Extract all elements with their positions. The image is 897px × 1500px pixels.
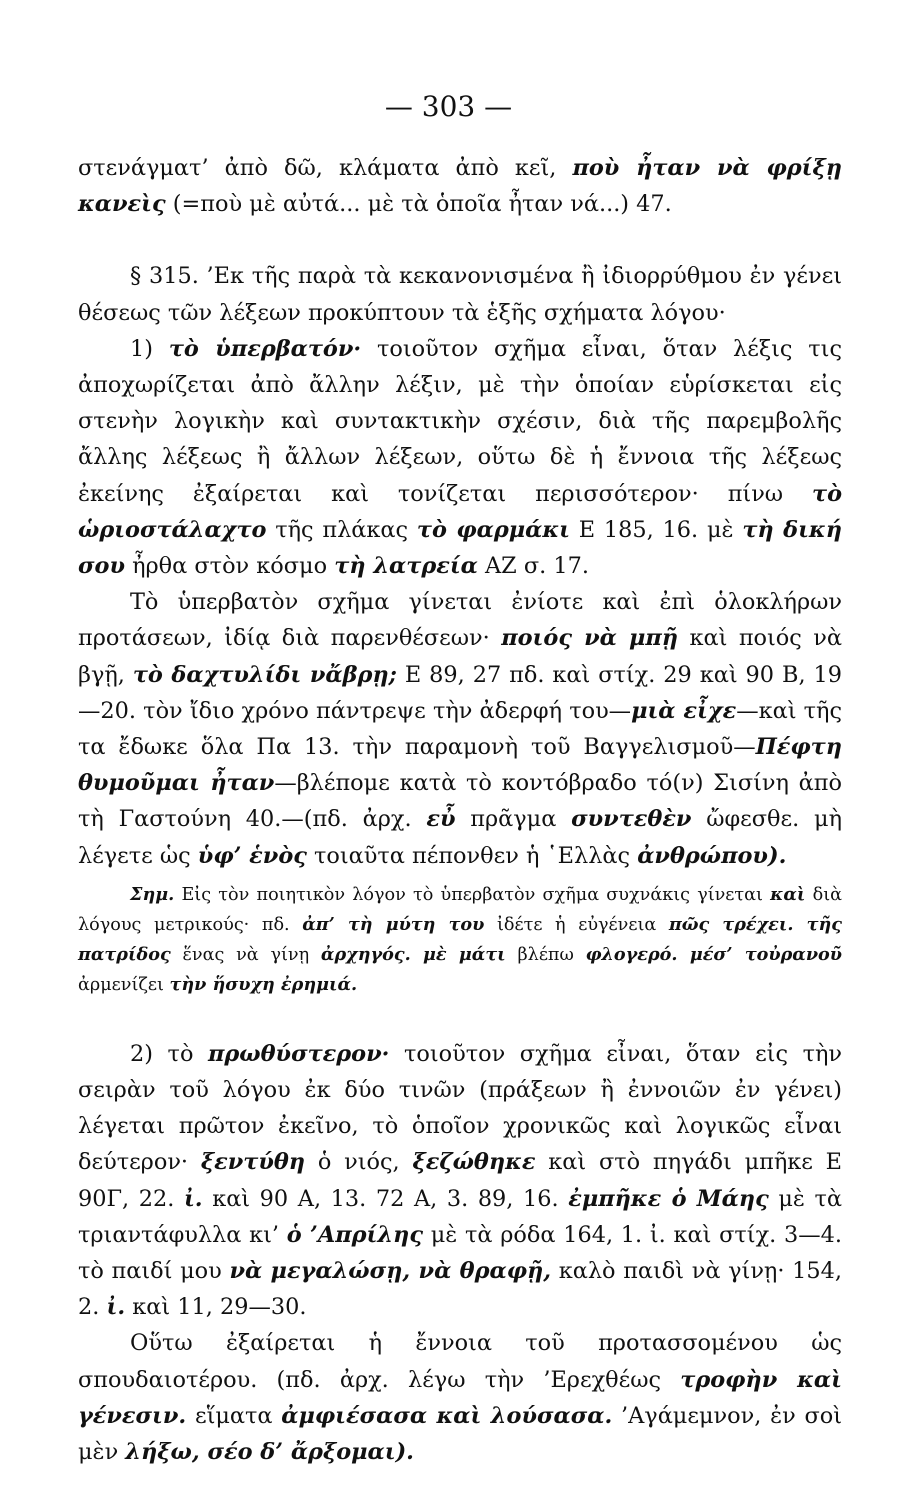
- closing-paragraph: Οὕτω ἐξαίρεται ἡ ἔννοια τοῦ προτασσομένου ὡς σπουδαιοτέρου. (πδ. ἀρχ. λέγω τὴν ’Ερεχθέως τροφὴν καὶ γένεσιν. εἵματα ἀμφιέσασα καὶ λούσασα. ’Αγάμεμνον, ἐν σοὶ μὲν λήξω, σέο δ’ ἄρξομαι).: [78, 1330, 843, 1466]
- page-number: — 303 —: [384, 90, 513, 123]
- hyperbaton-paragraph: 1) τὸ ὑπερβατόν· τοιοῦτον σχῆμα εἶναι, ὅταν λέξις τις ἀποχωρίζεται ἀπὸ ἄλλην λέξιν, μὲ τὴν ὁποίαν εὑρίσκεται εἰς στενὴν λογικὴν καὶ συντακτικὴν σχέσιν, διὰ τῆς παρεμβολῆς ἄλλης λέξεως ἢ ἄλλων λέξεων, οὕτω δὲ ἡ ἔννοια τῆς λέξεως ἐκείνης ἐξαίρεται καὶ τονίζεται περισσότερον· πίνω τὸ ὡριοστάλαχτο τῆς πλάκας τὸ φαρμάκι Ε 185, 16. μὲ τὴ δική σου ἦρθα στὸν κόσμο τὴ λατρεία ΑΖ σ. 17.: [78, 335, 842, 580]
- note-label: Σημ.: [130, 883, 175, 905]
- body-text: [78, 150, 842, 1470]
- hysteron-proteron-paragraph: 2) τὸ πρωθύστερον· τοιοῦτον σχῆμα εἶναι, ὅταν εἰς τὴν σειρὰν τοῦ λόγου ἐκ δύο τινῶν (πράξεων ἢ ἐννοιῶν ἐν γένει) λέγεται πρῶτον ἐκεῖνο, τὸ ὁποῖον χρονικῶς καὶ λογικῶς εἶναι δεύτερον· ξεντύθη ὁ νιός, ξεζώθηκε καὶ στὸ πηγάδι μπῆκε Ε 90Γ, 22. ἰ. καὶ 90 Α, 13. 72 Α, 3. 89, 16. ἐμπῆκε ὁ Μάης μὲ τὰ τριαντάφυλλα κι’ ὁ ’Απρίλης μὲ τὰ ρόδα 164, 1. ἰ. καὶ στίχ. 3—4. τὸ παιδί μου νὰ μεγαλώσῃ, νὰ θραφῇ, καλὸ παιδὶ νὰ γίνῃ· 154, 2. ἰ. καὶ 11, 29—30.: [78, 1040, 842, 1321]
- hyperbaton-sentences-paragraph: Τὸ ὑπερβατὸν σχῆμα γίνεται ἐνίοτε καὶ ἐπὶ ὁλοκλήρων προτάσεων, ἰδίᾳ διὰ παρενθέσεων· ποιός νὰ μπῇ καὶ ποιός νὰ βγῇ, τὸ δαχτυλίδι νἄβρῃ; Ε 89, 27 πδ. καὶ στίχ. 29 καὶ 90 Β, 19—20. τὸν ἴδιο χρόνο πάντρεψε τὴν ἀδερφή του—μιὰ εἶχε—καὶ τῆς τα ἔδωκε ὅλα Πα 13. τὴν παραμονὴ τοῦ Βαγγελισμοῦ—Πέφτη θυμοῦμαι ἦταν—βλέπομε κατὰ τὸ κοντόβραδο τό(ν) Σισίνη ἀπὸ τὴ Γαστούνη 40.—(πδ. ἀρχ. εὖ πρᾶγμα συντεθὲν ὤφεσθε. μὴ λέγετε ὡς ὑφ’ ἑνὸς τοιαῦτα πέπονθεν ἡ ῾Ελλὰς ἀνθρώπου).: [78, 589, 842, 869]
- term-hyperbaton: τὸ ὑπερβατόν·: [168, 335, 362, 362]
- footnote: Σημ. Εἰς τὸν ποιητικὸν λόγον τὸ ὑπερβατὸν σχῆμα συχνάκις γίνεται καὶ διὰ λόγους μετρικούς· πδ. ἀπ’ τὴ μύτη του ἰδέτε ἡ εὐγένεια πῶς τρέχει. τῆς πατρίδος ἕνας νὰ γίνῃ ἀρχηγός. μὲ μάτι βλέπω φλογερό. μέσ’ τοὐρανοῦ ἀρμενίζει τὴν ἥσυχη ἐρημιά.: [78, 883, 842, 995]
- section-315: § 315. ’Εκ τῆς παρὰ τὰ κεκανονισμένα ἢ ἰδιορρύθμου ἐν γένει θέσεως τῶν λέξεων προκύπτουν τὰ ἑξῆς σχήματα λόγου·: [78, 263, 842, 326]
- paragraph-1: στενάγματ’ ἀπὸ δῶ, κλάματα ἀπὸ κεῖ, ποὺ ἦταν νὰ φρίξῃ κανεὶς (=ποὺ μὲ αὐτά... μὲ τὰ ὁποῖα ἦταν νά...) 47.: [78, 155, 842, 218]
- example-phrase: ποὺ ἦταν νὰ φρίξῃ κανεὶς: [78, 155, 842, 218]
- term-hysteron-proteron: πρωθύστερον·: [208, 1040, 390, 1067]
